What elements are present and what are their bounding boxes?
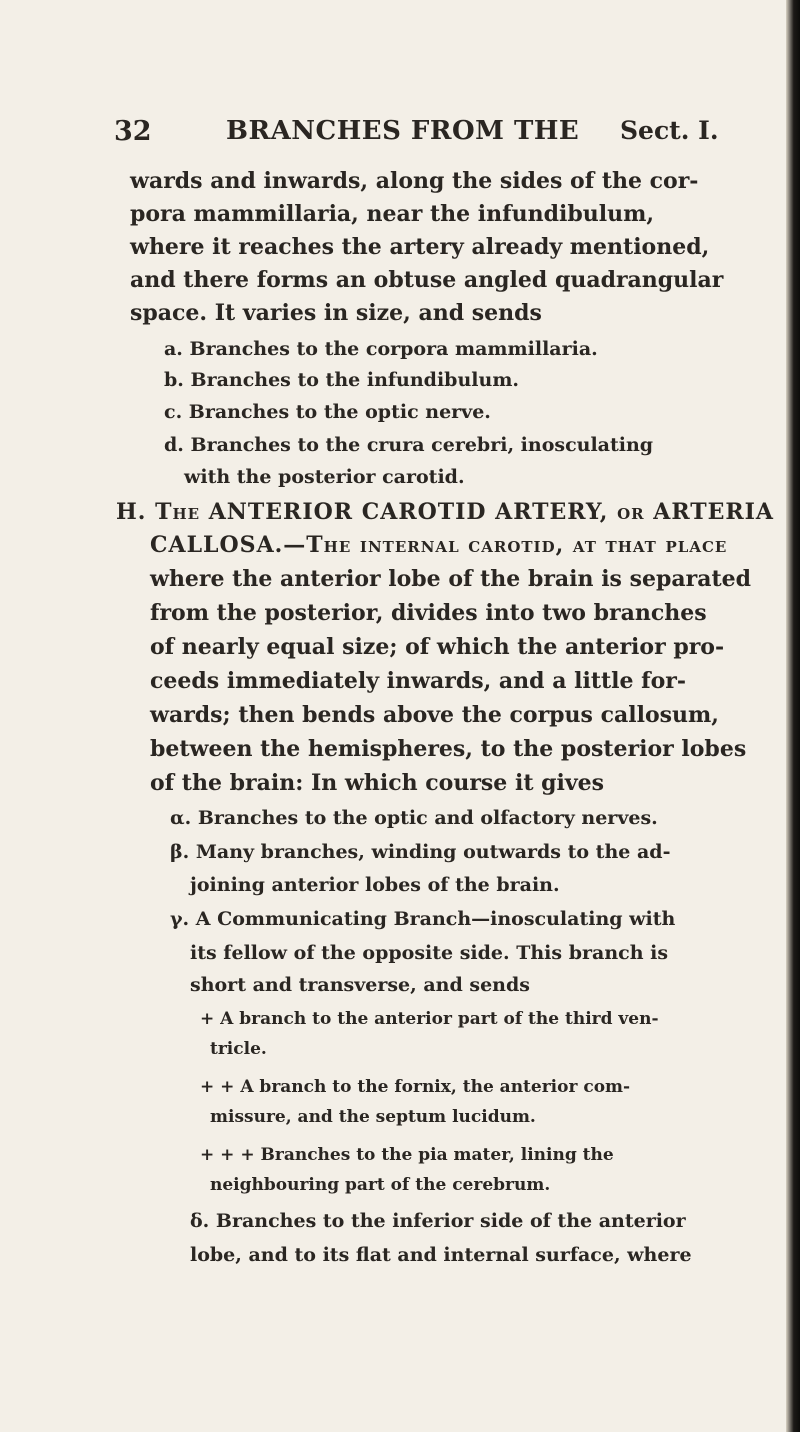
list-item: γ. A Communicating Branch—inosculating with: [170, 908, 676, 930]
text-line: CALLOSA.—The internal carotid, at that place: [150, 532, 728, 558]
text-line: where it reaches the artery already mentioned,: [130, 234, 710, 260]
text-line: and there forms an obtuse angled quadrangular: [130, 267, 724, 293]
page-number: 32: [114, 116, 152, 147]
list-item: lobe, and to its flat and internal surface, where: [190, 1244, 692, 1266]
list-item: α. Branches to the optic and olfactory nerves.: [170, 807, 658, 829]
text-line: ceeds immediately inwards, and a little for-: [150, 668, 687, 694]
text-line: of the brain: In which course it gives: [150, 770, 605, 796]
sub-list-item: tricle.: [210, 1039, 267, 1059]
list-item: δ. Branches to the inferior side of the anterior: [190, 1210, 686, 1232]
text-line: pora mammillaria, near the infundibulum,: [130, 201, 655, 227]
text-line: wards; then bends above the corpus callosum,: [150, 702, 719, 728]
text-line: space. It varies in size, and sends: [130, 300, 542, 326]
running-header: [0, 116, 780, 156]
section-heading-line: H. The ANTERIOR CAROTID ARTERY, or ARTERIA: [116, 499, 775, 525]
list-item: a. Branches to the corpora mammillaria.: [164, 338, 598, 360]
sub-list-item: + + + Branches to the pia mater, lining the: [200, 1145, 614, 1165]
sub-list-item: missure, and the septum lucidum.: [210, 1107, 536, 1127]
list-item: β. Many branches, winding outwards to the ad-: [170, 841, 671, 863]
text-line: between the hemispheres, to the posterior lobes: [150, 736, 747, 762]
text-line: where the anterior lobe of the brain is separated: [150, 566, 752, 592]
sub-list-item: + + A branch to the fornix, the anterior com-: [200, 1077, 631, 1097]
list-item: with the posterior carotid.: [184, 466, 465, 488]
sub-list-item: + A branch to the anterior part of the third ven-: [200, 1009, 659, 1029]
section-label: Sect. I.: [620, 116, 719, 145]
list-item: joining anterior lobes of the brain.: [190, 874, 560, 896]
text-line: of nearly equal size; of which the anterior pro-: [150, 634, 725, 660]
text-line: wards and inwards, along the sides of the cor-: [130, 168, 699, 194]
list-item: its fellow of the opposite side. This branch is: [190, 942, 669, 964]
list-item: d. Branches to the crura cerebri, inosculating: [164, 434, 654, 456]
text-line: from the posterior, divides into two branches: [150, 600, 707, 626]
list-item: c. Branches to the optic nerve.: [164, 401, 491, 423]
sub-list-item: neighbouring part of the cerebrum.: [210, 1175, 551, 1195]
page-edge-shadow: [786, 0, 800, 1432]
list-item: short and transverse, and sends: [190, 974, 530, 996]
list-item: b. Branches to the infundibulum.: [164, 369, 520, 391]
running-title: BRANCHES FROM THE: [226, 116, 580, 146]
